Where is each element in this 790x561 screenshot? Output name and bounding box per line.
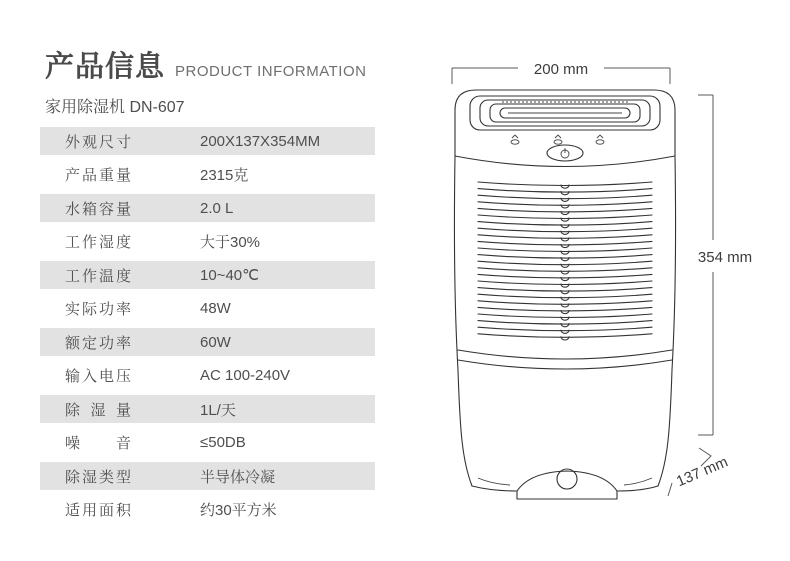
table-row xyxy=(40,295,375,323)
indicator-icon xyxy=(554,135,562,144)
spec-value: 2315克 xyxy=(200,167,249,184)
spec-label: 额定功率 xyxy=(65,334,131,352)
page-title-en: PRODUCT INFORMATION xyxy=(175,63,367,80)
spec-value: 1L/天 xyxy=(200,401,236,419)
table-row xyxy=(40,395,375,423)
product-diagram xyxy=(430,40,790,530)
spec-label: 除湿量 xyxy=(65,401,131,419)
tank-seam xyxy=(458,350,672,369)
indicator-icon xyxy=(596,135,604,144)
spec-label: 适用面积 xyxy=(65,502,131,519)
spec-table xyxy=(40,127,375,529)
water-level-window xyxy=(557,469,577,489)
spec-value: 10~40℃ xyxy=(200,267,259,284)
table-row xyxy=(40,496,375,524)
spec-value: 48W xyxy=(200,300,231,317)
top-cap xyxy=(455,90,675,167)
spec-value: ≤50DB xyxy=(200,434,246,451)
table-row xyxy=(40,161,375,189)
dimension-depth xyxy=(668,448,731,496)
spec-value: 大于30% xyxy=(200,234,261,251)
table-row xyxy=(40,127,375,155)
dehumidifier-drawing xyxy=(454,90,675,499)
table-row xyxy=(40,228,375,256)
table-row xyxy=(40,328,375,356)
spec-label: 噪音 xyxy=(65,435,131,452)
table-row xyxy=(40,462,375,490)
dim-depth-label: 137 mm xyxy=(673,453,731,491)
spec-label: 水箱容量 xyxy=(65,200,131,218)
spec-label: 工作湿度 xyxy=(65,234,131,251)
air-vent xyxy=(470,96,660,130)
table-row xyxy=(40,261,375,289)
dimension-width xyxy=(452,61,670,84)
spec-label: 外观尺寸 xyxy=(65,133,131,151)
spec-label: 实际功率 xyxy=(65,301,131,318)
spec-value: 约30平方米 xyxy=(200,502,277,519)
table-row xyxy=(40,429,375,457)
page-title: 产品信息 xyxy=(45,51,166,83)
spec-label: 产品重量 xyxy=(65,167,131,184)
spec-label: 输入电压 xyxy=(65,368,131,385)
spec-value: 200X137X354MM xyxy=(200,132,321,150)
product-model: 家用除湿机 DN-607 xyxy=(45,99,185,116)
spec-value: AC 100-240V xyxy=(200,367,291,384)
spec-value: 半导体冷凝 xyxy=(200,468,276,486)
title-line xyxy=(45,44,366,85)
table-row xyxy=(40,362,375,390)
water-tank xyxy=(472,469,658,499)
control-panel xyxy=(511,135,604,161)
indicator-icon xyxy=(511,135,519,144)
page-header xyxy=(45,44,366,117)
spec-label: 除湿类型 xyxy=(65,468,131,486)
dimension-height xyxy=(698,95,752,435)
louver-grille xyxy=(478,182,652,340)
dim-height-label: 354 mm xyxy=(697,249,753,266)
table-row xyxy=(40,194,375,222)
spec-value: 2.0 L xyxy=(200,199,234,217)
dim-width-label: 200 mm xyxy=(533,61,589,78)
spec-label: 工作温度 xyxy=(65,267,131,285)
power-button-icon xyxy=(547,145,583,161)
spec-value: 60W xyxy=(200,333,231,351)
